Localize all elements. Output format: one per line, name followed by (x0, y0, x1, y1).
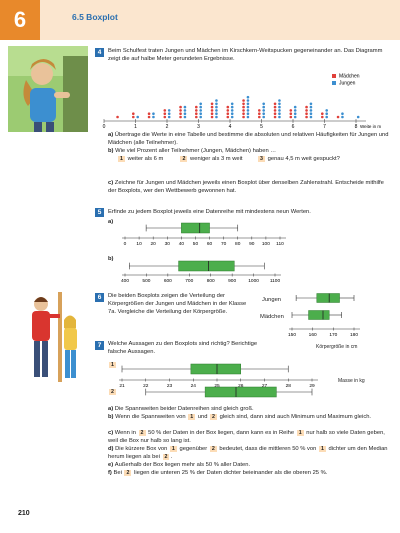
dot-axis-tick-label: 1 (134, 124, 137, 129)
plot-2-label: 2 (111, 389, 114, 395)
boxplot-5b (129, 261, 264, 271)
axis-tick-label: 80 (235, 242, 241, 247)
dot-point (199, 109, 202, 112)
dot-point (215, 99, 218, 102)
dot-axis-tick-label: 4 (228, 124, 232, 129)
statement-text: Die Spannweiten beider Datenreihen sind gleich groß. (114, 406, 254, 412)
label-maedchen: Mädchen (260, 314, 284, 320)
dot-point (211, 116, 214, 119)
dot-point (262, 109, 265, 112)
axis-tick-label: 40 (178, 242, 185, 247)
photo-girl-spitting (8, 46, 88, 132)
dot-point (247, 96, 250, 99)
dot-point (278, 103, 281, 106)
dot-axis-tick-label: 5 (260, 124, 263, 129)
dot-point (341, 116, 344, 119)
dot-axis-tick-label: 7 (323, 124, 326, 129)
axis-tick-label: 20 (150, 242, 156, 247)
dot-point (294, 112, 297, 115)
statement-text: bedeutet, dass die mittleren 50 % von (217, 446, 318, 452)
axis-tick-label: 60 (206, 242, 213, 247)
dot-axis-tick-label: 2 (165, 124, 169, 129)
dot-point (278, 106, 281, 109)
dot-point (184, 116, 187, 119)
statement-5 (108, 461, 393, 469)
dot-point (325, 112, 328, 115)
statement-text: und (196, 414, 210, 420)
dot-point (148, 116, 151, 119)
statement-6 (108, 469, 393, 477)
dot-point (310, 112, 313, 115)
label-jungen: Jungen (262, 297, 282, 303)
axis-tick-label: 800 (206, 279, 215, 284)
dot-point (247, 106, 250, 109)
task-4-intro: Beim Schulfest traten Jungen und Mädchen im Kirschkern-Weitspucken gegeneinander an. Das Diagramm zeigt die auf halbe Meter gerundeten Ergebnisse. (108, 48, 383, 62)
dot-axis-label: Weite in m (360, 124, 382, 129)
plot-ref-badge: 1 (298, 430, 302, 436)
plot-1-label: 1 (111, 362, 114, 368)
dot-point (247, 99, 250, 102)
dot-point (231, 103, 234, 106)
dot-point (290, 109, 293, 112)
dot-point (184, 109, 187, 112)
box-iqr (317, 294, 340, 303)
illustration-measuring-height (18, 290, 88, 385)
statement-text: nur halb so viele Daten geben, weil die Box nur halb so lang ist. (108, 430, 385, 444)
dot-point (325, 109, 328, 112)
statement-text: Wenn in (114, 430, 138, 436)
box-iqr (181, 223, 209, 233)
task-4-number: 4 (95, 48, 104, 57)
dot-point (262, 106, 265, 109)
axis-tick-label: 500 (142, 279, 151, 284)
dot-point (262, 116, 265, 119)
axis-tick-label: 27 (261, 384, 268, 389)
task-5-text: Erfinde zu jedem Boxplot jeweils eine Datenreihe mit mindestens neun Werten. (108, 209, 311, 215)
task-5-number: 5 (95, 208, 104, 217)
dot-point (242, 116, 245, 119)
mass-axis-caption: Masse in kg (338, 378, 365, 384)
axis-tick-label: 21 (119, 384, 125, 389)
dot-point (310, 109, 313, 112)
dot-point (325, 116, 328, 119)
statement-text: gegenüber (177, 446, 209, 452)
dot-point (258, 109, 261, 112)
dot-point (310, 103, 313, 106)
statement-text: Außerhalb der Box liegen mehr als 50 % aller Daten. (114, 462, 251, 468)
dot-point (184, 106, 187, 109)
dot-axis-tick-label: 6 (291, 124, 295, 129)
dot-point (148, 112, 151, 115)
dot-point (215, 116, 218, 119)
axis-tick-label: 160 (308, 333, 317, 338)
dot-point (274, 112, 277, 115)
axis-tick-label: 170 (329, 333, 338, 338)
boxplot-5a (115, 221, 295, 249)
dot-point (247, 112, 250, 115)
task-7-number: 7 (95, 341, 104, 350)
task-4-c: c) Zeichne für Jungen und Mädchen jeweils einen Boxplot über denselben Zahlenstrahl. Entscheide mithilfe der Boxplots, wer den Wettbewerb gewonnen hat. (108, 180, 384, 194)
dot-point (184, 112, 187, 115)
axis-tick-label: 26 (238, 384, 244, 389)
statement-text: Wenn die Spannweiten von (115, 414, 188, 420)
box-iqr (309, 311, 330, 320)
dot-point (321, 112, 324, 115)
statement-text: 50 % der Daten in der Box liegen, dann kann es in Reihe (146, 430, 296, 436)
dot-point (179, 112, 182, 115)
dot-point (116, 116, 119, 119)
dot-point (242, 106, 245, 109)
dot-point (290, 116, 293, 119)
dot-point (231, 116, 234, 119)
dot-plot-chart (100, 66, 395, 129)
dot-point (294, 106, 297, 109)
statement-text: Bei (113, 470, 124, 476)
dot-point (262, 112, 265, 115)
axis-tick-label: 900 (228, 279, 237, 284)
dot-axis-tick-label: 0 (102, 124, 106, 129)
dot-point (132, 116, 135, 119)
axis-tick-label: 30 (164, 242, 170, 247)
dot-point (274, 116, 277, 119)
axis-tick-label: 110 (276, 242, 284, 247)
dot-point (242, 109, 245, 112)
dot-point (242, 112, 245, 115)
dot-point (305, 112, 308, 115)
height-axis-caption: Körpergröße in cm (316, 344, 358, 350)
dot-point (199, 116, 202, 119)
axis-tick-label: 600 (163, 279, 172, 284)
axis-tick-label: 150 (288, 333, 297, 338)
plot-ref-badge: 2 (164, 454, 168, 460)
axis-tick-label: 50 (192, 242, 199, 247)
task-5-b-label: b) (108, 256, 114, 262)
dot-point (231, 112, 234, 115)
dot-point (294, 116, 297, 119)
dot-point (231, 109, 234, 112)
task-5-a-label: a) (108, 219, 114, 225)
dot-point (211, 112, 214, 115)
dot-point (195, 106, 198, 109)
legend-girls: Mädchen (339, 73, 360, 80)
dot-point (164, 112, 167, 115)
axis-tick-label: 1100 (269, 279, 281, 284)
statement-2 (108, 413, 393, 421)
plot-ref-badge: 1 (171, 446, 175, 452)
dot-point (227, 116, 230, 119)
axis-tick-label: 400 (120, 279, 130, 284)
dot-point (152, 112, 155, 115)
dot-point (305, 106, 308, 109)
dot-point (136, 116, 139, 119)
dot-point (278, 116, 281, 119)
dot-point (215, 103, 218, 106)
statement-text: liegen die unteren 25 % der Daten dichter beieinander als die oberen 25 %. (132, 470, 328, 476)
statement-label: f) (108, 470, 114, 476)
dot-plot-points (116, 96, 359, 118)
dot-point (215, 106, 218, 109)
axis-tick-label: 180 (349, 333, 359, 338)
statement-text: gleich sind, dann sind auch Minimum und Maximum gleich. (218, 414, 372, 420)
dot-point (168, 112, 171, 115)
dot-point (341, 112, 344, 115)
axis-tick-label: 1000 (248, 279, 259, 284)
plot-ref-badge: 1 (190, 414, 194, 420)
dot-point (357, 116, 360, 119)
dot-point (179, 106, 182, 109)
dot-point (168, 116, 171, 119)
dot-point (247, 103, 250, 106)
task-6-number: 6 (95, 293, 104, 302)
dot-point (179, 109, 182, 112)
box-iqr (179, 261, 235, 271)
dot-point (305, 109, 308, 112)
chapter-tab (0, 0, 40, 40)
legend-boys: Jungen (339, 80, 356, 87)
dot-point (294, 109, 297, 112)
axis-tick-label: 100 (261, 242, 270, 247)
plot-ref-badge: 2 (211, 446, 215, 452)
dot-point (195, 116, 198, 119)
axis-tick-label: 10 (136, 242, 142, 247)
dot-plot-legend (332, 74, 360, 87)
dot-point (305, 116, 308, 119)
axis-tick-label: 22 (143, 384, 149, 389)
page-number: 210 (18, 510, 30, 517)
plot-ref-badge: 2 (212, 414, 215, 420)
dot-point (262, 103, 265, 106)
plot-ref-badge: 2 (140, 430, 144, 436)
dot-point (310, 106, 313, 109)
task-4-b: b) Wie viel Prozent aller Teilnehmer (Jungen, Mädchen) haben … (108, 148, 277, 154)
statement-text: dichter um den Median herum liegen als bei (108, 446, 388, 460)
dot-point (211, 106, 214, 109)
dot-point (227, 106, 230, 109)
boxplot-1 (122, 364, 288, 374)
dot-point (310, 116, 313, 119)
dot-point (274, 109, 277, 112)
statement-4 (108, 445, 393, 461)
dot-point (247, 116, 250, 119)
box-iqr (191, 364, 241, 374)
dot-point (179, 116, 182, 119)
task-4-a: a) Übertrage die Werte in eine Tabelle und bestimme die absoluten und relativen Häufigkeiten für Jungen und Mädchen (alle Teilnehmer). (108, 132, 389, 146)
dot-point (247, 109, 250, 112)
boxplot-5b (115, 258, 290, 286)
dot-point (168, 109, 171, 112)
dot-point (211, 103, 214, 106)
dot-point (152, 116, 155, 119)
boxplot-Mädchen (292, 311, 342, 320)
task-4-b-options: 1 weiter als 6 m 2 weniger als 3 m weit 3 genau 4,5 m weit gespuckt? (120, 156, 340, 162)
axis-tick-label: 29 (309, 384, 315, 389)
section-title: 6.5 Boxplot (72, 12, 118, 22)
statement-3 (108, 429, 393, 445)
dot-point (337, 116, 340, 119)
dot-point (199, 112, 202, 115)
dot-point (195, 109, 198, 112)
dot-point (290, 112, 293, 115)
dot-point (258, 112, 261, 115)
dot-point (215, 112, 218, 115)
dot-plot-axis (103, 119, 382, 129)
dot-axis-tick-label: 3 (197, 124, 200, 129)
axis-tick-label: 700 (185, 279, 194, 284)
dot-point (199, 106, 202, 109)
statement-label: d) (108, 446, 116, 452)
dot-point (274, 103, 277, 106)
dot-point (227, 112, 230, 115)
statement-1 (108, 405, 393, 413)
statement-label: e) (108, 462, 115, 468)
dot-point (132, 112, 135, 115)
dot-point (164, 116, 167, 119)
dot-point (258, 116, 261, 119)
dot-point (164, 109, 167, 112)
dot-point (211, 109, 214, 112)
axis-tick-label: 70 (220, 242, 227, 247)
dot-point (278, 99, 281, 102)
axis-tick-label: 0 (123, 242, 127, 247)
dot-axis-tick-label: 8 (354, 124, 358, 129)
plot-ref-badge: 1 (320, 446, 324, 452)
statement-text: . (170, 454, 173, 460)
axis-tick-label: 24 (190, 384, 196, 389)
statement-text: Die kürzere Box von (115, 446, 169, 452)
dot-point (278, 112, 281, 115)
chapter-number: 6 (13, 7, 27, 32)
statement-label: a) (108, 406, 115, 412)
dot-point (227, 109, 230, 112)
boxplot-Jungen (296, 294, 354, 303)
task-6-text: Die beiden Boxplots zeigen die Verteilung der Körpergrößen der Jungen und Mädchen in der Klasse 7a. Vergleiche die Verteilung der Körpergröße. (108, 293, 247, 315)
dot-point (215, 109, 218, 112)
axis-tick-label: 90 (249, 242, 255, 247)
axis-tick-label: 23 (166, 384, 173, 389)
dot-point (274, 106, 277, 109)
dot-point (321, 116, 324, 119)
dot-point (199, 103, 202, 106)
boxplot-5a (146, 223, 238, 233)
axis-tick-label: 28 (285, 384, 291, 389)
boxplot-mass (112, 360, 342, 405)
dot-point (278, 109, 281, 112)
dot-point (242, 103, 245, 106)
statement-label: b) (108, 414, 116, 420)
dot-point (242, 99, 245, 102)
plot-ref-badge: 2 (126, 470, 130, 476)
axis-tick-label: 25 (214, 384, 220, 389)
task-7-text: Welche Aussagen zu den Boxplots sind richtig? Berichtige falsche Aussagen. (108, 341, 258, 355)
dot-point (195, 112, 198, 115)
statement-label: c) (108, 430, 115, 436)
dot-point (231, 106, 234, 109)
boxplot-heights (288, 289, 370, 347)
